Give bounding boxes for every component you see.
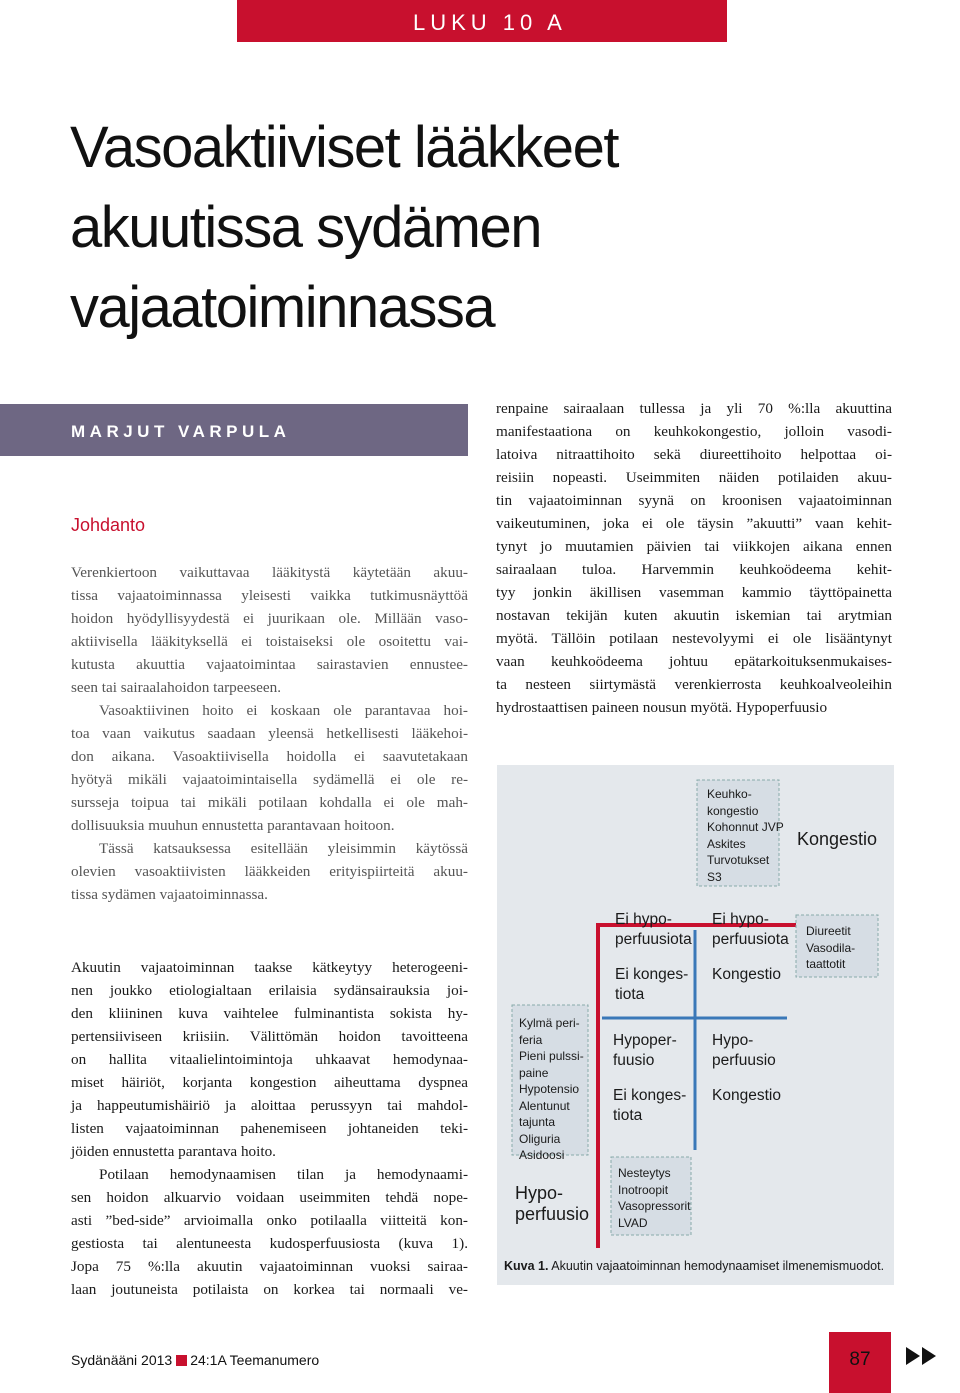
text-line: nen joukko etiologialtaan erilaisia sydänsairauksia joi-: [71, 982, 468, 999]
title-line: Vasoaktiiviset lääkkeet: [70, 115, 618, 180]
sign-item: Hypotensio: [519, 1082, 580, 1096]
sign-item: S3: [707, 869, 722, 884]
caption-text: Akuutin vajaatoiminnan hemodynaamiset ilmenemismuodot.: [548, 1259, 885, 1273]
sign-item: Asidoosi: [519, 1148, 565, 1162]
hypoperfusion-label: [515, 1183, 589, 1225]
caption-label: Kuva 1.: [504, 1259, 549, 1273]
label-line: perfuusio: [515, 1204, 590, 1224]
text-line: manifestaationa on keuhkokongestio, jolloin vasodi-: [496, 423, 892, 440]
treatment-item: Vasopressorit: [618, 1199, 691, 1213]
hypoperfusion-signs: [519, 1015, 584, 1164]
text-line: sen hoidon alkuarvio voidaan useimmiten tehdä nope-: [71, 1189, 468, 1206]
author-bar: [0, 404, 468, 456]
footer-journal: [71, 1352, 319, 1368]
text-line: tissa vajaatoiminnassa yleisesti vaikka tutkimusnäyttöä: [71, 587, 468, 604]
text-line: laan joutuneista potilaista on korkea tai normaali ve-: [71, 1281, 468, 1298]
body-column: [71, 956, 468, 1301]
text-line: hyötyä mikäli vajaatoimintaisella sydämellä ei ole re-: [71, 771, 468, 788]
text-line: hydrostaattisen paineen nousun myötä. Hypoperfuusio: [496, 699, 828, 716]
text-line: Vasoaktiivinen hoito ei koskaan ole parantavaa hoi-: [99, 702, 468, 719]
section-heading: Johdanto: [71, 515, 146, 535]
text-line: jöiden ennustetta parantava hoito.: [71, 1143, 276, 1160]
text-line: toa vaan vaikutus saadaan yleensä hetkellisesti lääkehoi-: [71, 725, 468, 742]
sign-item: Pieni pulssi-: [519, 1049, 584, 1063]
chapter-label: LUKU 10 A: [413, 10, 567, 35]
text-line: reisiin nopeasti. Useimmiten näiden potilaiden akuu-: [496, 469, 892, 486]
figure-hemodynamic-profiles: [497, 765, 894, 1285]
text-line: on hallita vitaalielintoimintoja uhkaavat hemodynaa-: [71, 1051, 468, 1068]
sign-item: paine: [519, 1065, 549, 1080]
text-line: ja happeutumishäiriö ja aloittaa perussyyn tai mahdol-: [71, 1097, 468, 1114]
text-line: don aikana. Vasoaktiivisella hoidolla ei saavutetakaan: [71, 748, 468, 765]
intro-column: [71, 561, 468, 906]
quadrant-line: tiota: [613, 1107, 643, 1124]
title-line: vajaatoiminnassa: [70, 275, 495, 340]
text-line: tynyt jo muutamien päivien tai viikkojen aikana ennen: [496, 538, 892, 555]
text-line: Potilaan hemodynaamisen tilan ja hemodynaami-: [99, 1166, 468, 1183]
quadrant-cold-dry: [613, 1031, 686, 1126]
sign-item: Kohonnut JVP: [707, 820, 784, 834]
treatment-item: Vasodila-: [806, 940, 856, 955]
page-number: 87: [849, 1349, 871, 1370]
treatment-item: taattotit: [806, 957, 846, 971]
text-line: aktiivisella lääkityksellä ei toistaiseksi ole osoitettu vai-: [71, 633, 468, 650]
sign-item: feria: [519, 1032, 543, 1047]
sign-item: Alentunut: [519, 1098, 570, 1113]
text-line: tyy jonkin äkillisen vasemman kammio täyttöpainetta: [496, 584, 892, 601]
text-line: listen vajaatoiminnan pahenemiseen johtaneiden teki-: [71, 1120, 468, 1137]
sign-item: kongestio: [707, 803, 759, 818]
text-line: pertensiiviseen kriisiin. Välittömän hoidon tavoitteena: [71, 1028, 468, 1045]
red-square-icon: [176, 1355, 187, 1366]
text-line: asti ”bed-side” arvioimalla onko potilaalla viitteitä kon-: [71, 1212, 468, 1229]
treatment-item: Inotroopit: [618, 1182, 669, 1197]
figure-caption: [504, 1259, 884, 1273]
text-line: sairaalaan tuloa. Harvemmin keuhkoödeema kehit-: [496, 561, 892, 578]
treatment-item: Diureetit: [806, 924, 851, 938]
title-line: akuutissa sydämen: [70, 195, 541, 260]
quadrant-line: Hypo-: [712, 1032, 754, 1049]
text-line: ta nesteen siirtymästä verenkierrosta keuhkoalveoleihin: [496, 676, 892, 693]
quadrant-warm-dry: [615, 910, 692, 1005]
text-line: Akuutin vajaatoiminnan taakse kätkeytyy heterogeeni-: [71, 959, 468, 976]
quadrant-line: Hypoper-: [613, 1032, 677, 1049]
article-title: [70, 108, 770, 348]
text-line: vaan keuhkoödeema johtuu epätarkoituksenmukaises-: [496, 653, 892, 670]
author-name: MARJUT VARPULA: [71, 422, 291, 441]
text-line: Jopa 75 %:lla akuutin vajaatoiminnan vuoksi sairaa-: [71, 1258, 468, 1275]
text-line: nostavan tekijän kuten akuutin iskemian tai arytmian: [496, 607, 892, 624]
text-line: latoiva nitraattihoito sekä diureettihoito helpottaa oi-: [496, 446, 892, 463]
congestion-treatments: [806, 923, 855, 973]
sign-item: Turvotukset: [707, 853, 770, 867]
quadrant-line: Ei hypo-: [712, 911, 769, 928]
hypoperfusion-treatments: [618, 1165, 690, 1231]
text-line: kutusta akuuttia vajaatoimintaa sairastavien ennustee-: [71, 656, 468, 673]
text-line: renpaine sairaalaan tullessa ja yli 70 %:lla akuuttina: [496, 400, 892, 417]
text-line: vaikeutuminen, joka ei ole täysin ”akuutti” vaan kehit-: [496, 515, 892, 532]
quadrant-line: Kongestio: [712, 1087, 781, 1104]
sign-item: Kylmä peri-: [519, 1016, 580, 1030]
quadrant-line: perfuusio: [712, 1052, 776, 1069]
journal-name: Sydänääni 2013: [71, 1352, 173, 1368]
quadrant-line: perfuusiota: [615, 931, 692, 948]
text-line: miset häiriöt, korjanta kongestion aiheuttama dyspnea: [71, 1074, 468, 1091]
text-line: myötä. Tällöin potilaan nestevolyymi ei ole lisääntynyt: [496, 630, 892, 647]
treatment-item: Nesteytys: [618, 1166, 671, 1180]
text-line: tin vajaatoiminnan syynä on kroonisen vajaatoiminnan: [496, 492, 892, 509]
text-line: sursseja toipua tai mikäli potilaan kohdalla ei ole mah-: [71, 794, 468, 811]
text-line: olevien vasoaktiivisten lääkkeiden erityispiirteitä akuu-: [71, 863, 468, 880]
text-line: Verenkiertoon vaikuttavaa lääkitystä käytetään akuu-: [71, 564, 468, 581]
chapter-banner: [237, 0, 727, 42]
text-line: hoidon hyödyllisyydestä ei juurikaan ole. Millään vaso-: [71, 610, 468, 627]
page-number-box: [829, 1332, 891, 1393]
text-line: den kliininen kuva vaihtelee fulminantista sokista hy-: [71, 1005, 468, 1022]
text-line: Tässä katsauksessa esitellään yleisimmin käytössä: [99, 840, 468, 857]
quadrant-line: Ei konges-: [615, 966, 689, 983]
text-line: seen tai sairaalahoidon tarpeeseen.: [71, 679, 281, 696]
quadrant-line: Kongestio: [712, 966, 781, 983]
quadrant-line: tiota: [615, 986, 645, 1003]
congestion-signs: [707, 786, 784, 885]
text-line: gestiosta tai alentuneesta kudosperfuusiosta (kuva 1).: [71, 1235, 468, 1252]
issue-name: 24:1A Teemanumero: [190, 1352, 320, 1368]
congestion-label: Kongestio: [797, 829, 878, 849]
sign-item: Oliguria: [519, 1131, 561, 1146]
label-line: Hypo-: [515, 1183, 564, 1203]
quadrant-cold-wet: [712, 1031, 781, 1106]
text-line: tissa sydämen vajaatoiminnassa.: [71, 886, 268, 903]
quadrant-line: Ei hypo-: [615, 911, 672, 928]
sign-item: Askites: [707, 836, 746, 851]
quadrant-line: fuusio: [613, 1052, 655, 1069]
sign-item: Keuhko-: [707, 787, 752, 801]
quadrant-line: perfuusiota: [712, 931, 789, 948]
text-line: dollisuuksia muuhun ennustetta parantavaan hoitoon.: [71, 817, 395, 834]
quadrant-line: Ei konges-: [613, 1087, 687, 1104]
quadrant-warm-wet: [712, 910, 789, 985]
treatment-item: LVAD: [618, 1215, 648, 1230]
double-chevron-right-icon[interactable]: [906, 1346, 954, 1366]
right-column: [496, 397, 892, 719]
sign-item: tajunta: [519, 1115, 556, 1129]
